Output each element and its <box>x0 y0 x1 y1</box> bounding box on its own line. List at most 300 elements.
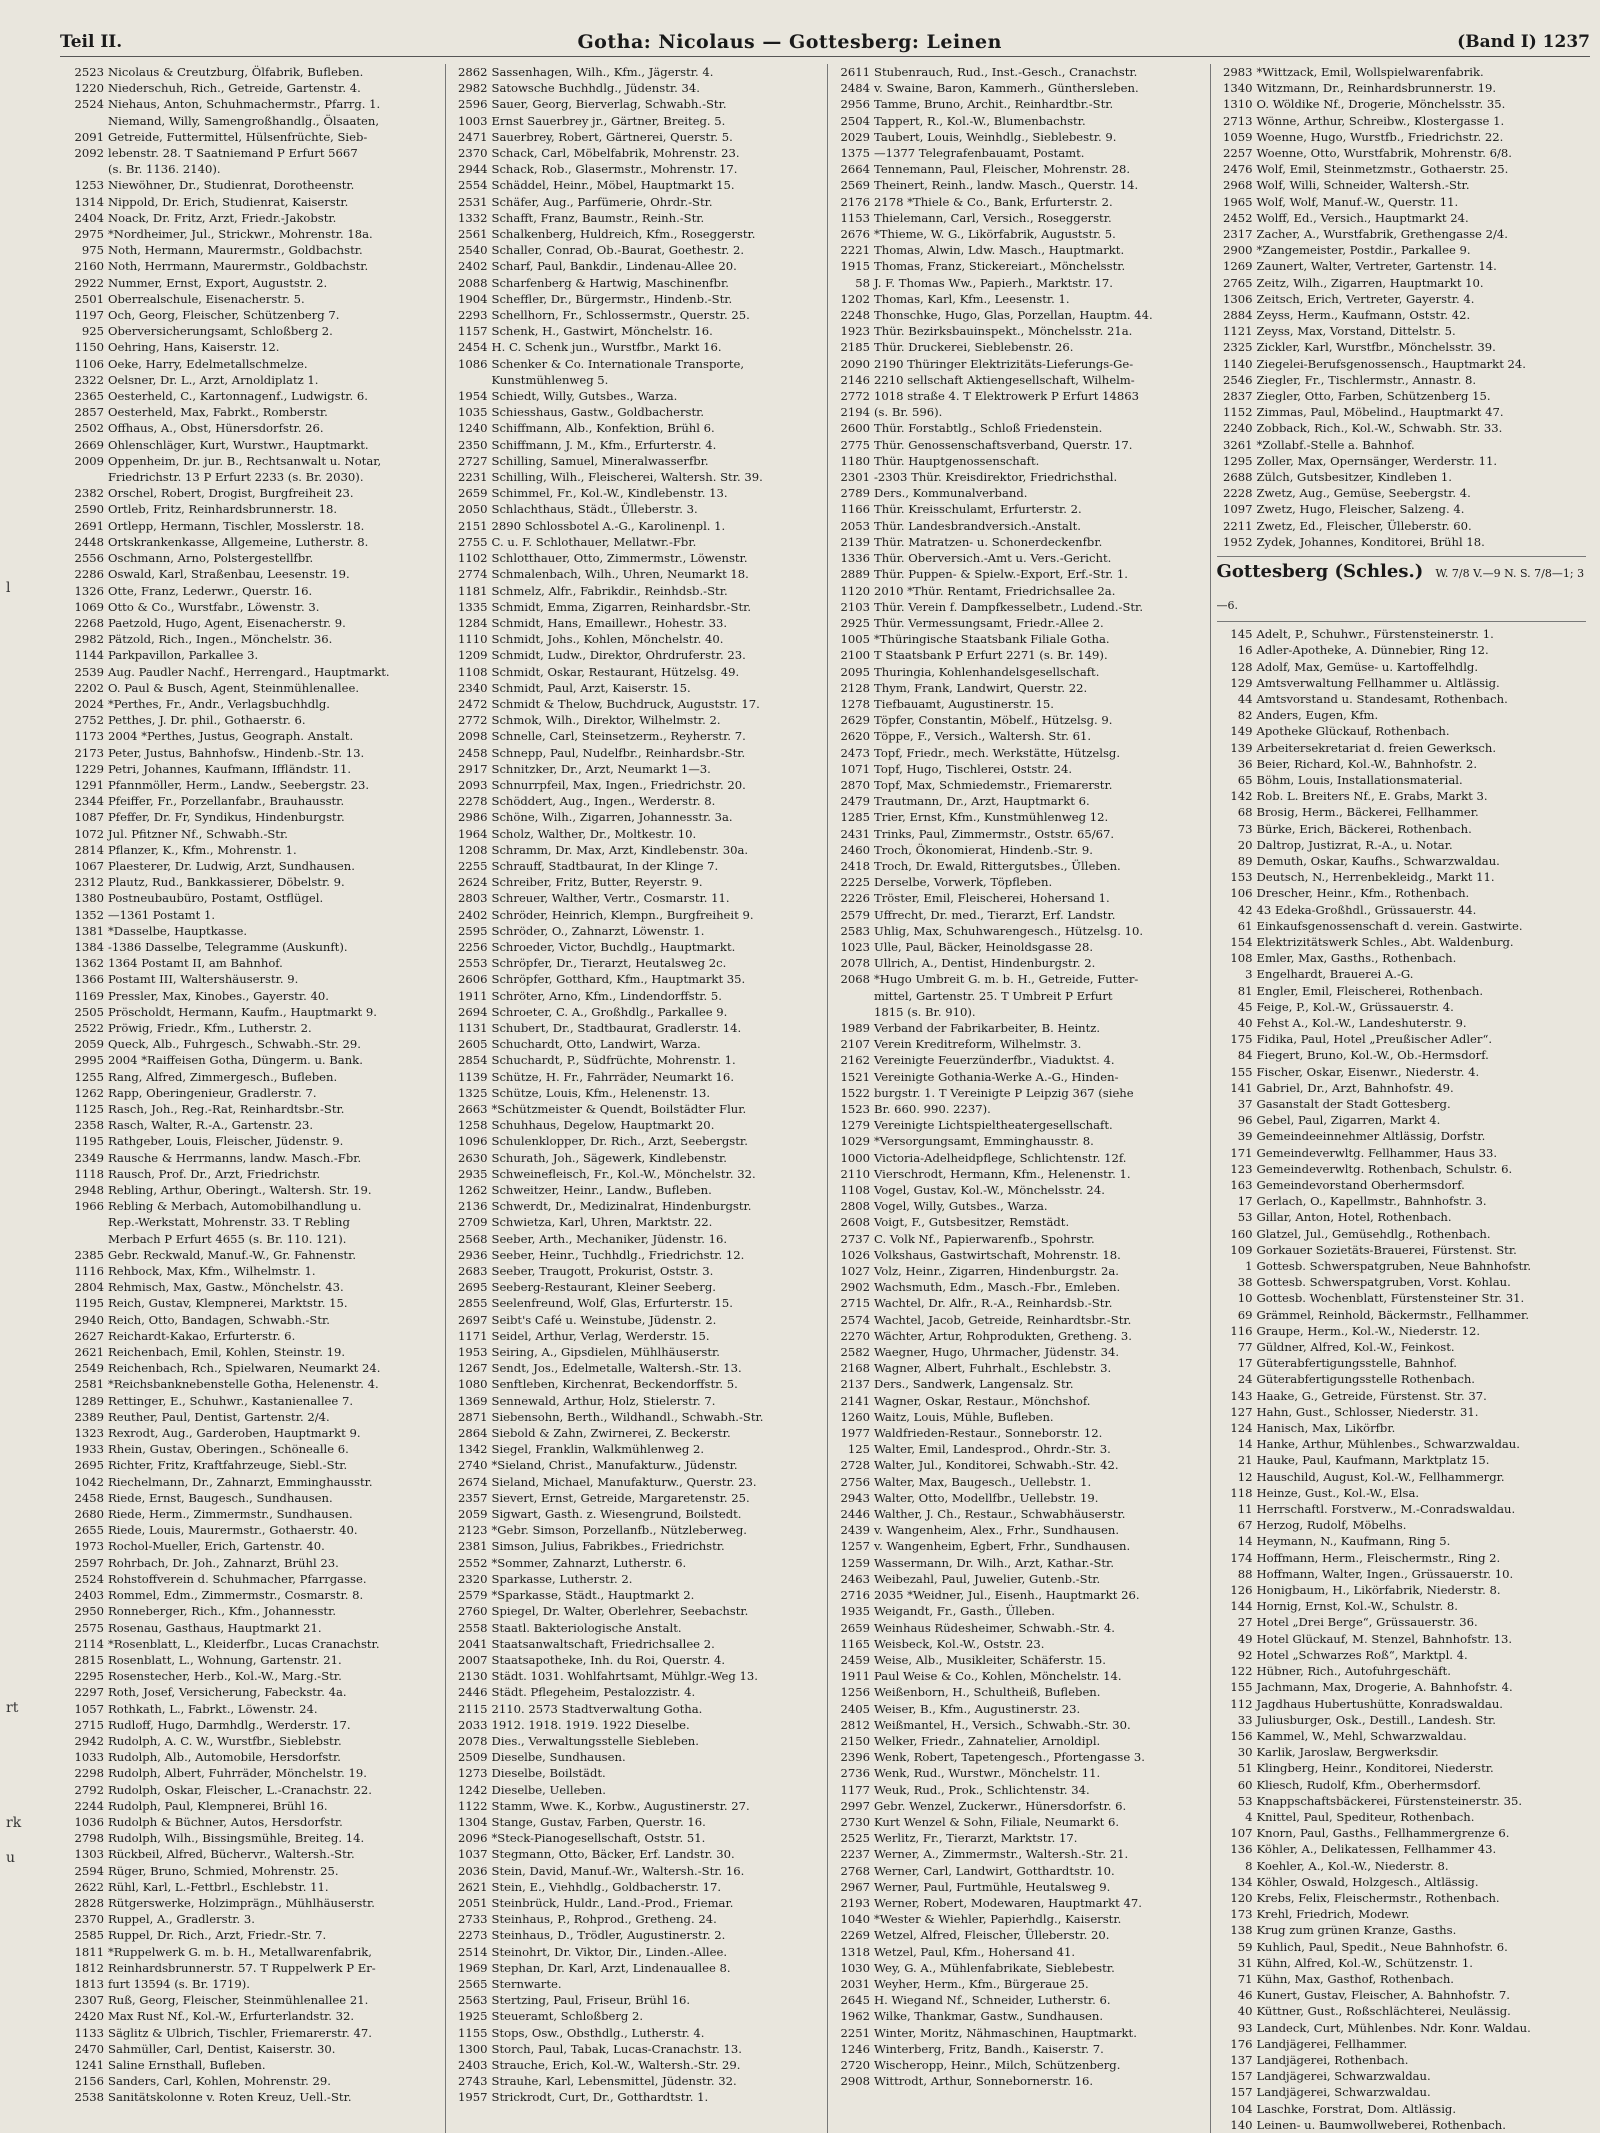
entry-text: Thür. Hauptgenossenschaft. <box>874 453 1040 468</box>
phone-number: 2789 <box>840 486 870 501</box>
directory-entry <box>834 1587 1204 1603</box>
directory-entry <box>452 64 822 80</box>
entry-text: Adelt, P., Schuhwr., Fürstensteinerstr. 1. <box>1256 627 1494 642</box>
directory-entry <box>1217 1290 1587 1306</box>
directory-entry <box>834 809 1204 825</box>
phone-number: 67 <box>1237 1518 1253 1533</box>
directory-entry <box>834 1846 1204 1862</box>
directory-entry <box>834 874 1204 890</box>
directory-entry <box>834 1312 1204 1328</box>
directory-entry <box>452 1263 822 1279</box>
entry-text: 1912. 1918. 1919. 1922 Dieselbe. <box>491 1717 690 1732</box>
phone-number: 129 <box>1230 675 1253 690</box>
entry-text: Thür. Druckerei, Sieblebenstr. 26. <box>874 340 1074 355</box>
phone-number: 1106 <box>74 356 104 371</box>
directory-entry <box>452 696 822 712</box>
office-hours: W. 7/8 V.—9 N. S. 7/8—1; 3—6. <box>1216 567 1585 613</box>
phone-number: 93 <box>1237 2020 1253 2035</box>
directory-entry <box>452 1814 822 1830</box>
entry-text: Rehbock, Max, Kfm., Wilhelmstr. 1. <box>108 1264 316 1279</box>
entry-text: Seelenfreund, Wolf, Glas, Erfurterstr. 15. <box>491 1296 733 1311</box>
directory-entry <box>452 1490 822 1506</box>
entry-text: Werner, Robert, Modewaren, Hauptmarkt 47. <box>874 1895 1142 1910</box>
entry-text: Nicolaus & Creutzburg, Ölfabrik, Bufleben. <box>108 65 364 79</box>
entry-text: Max Rust Nf., Kol.-W., Erfurterlandstr. 32. <box>108 2009 355 2024</box>
directory-entry <box>452 1620 822 1636</box>
entry-text: Schilling, Samuel, Mineralwasserfbr. <box>491 453 709 468</box>
entry-text: Ruß, Georg, Fleischer, Steinmühlenallee 21. <box>108 1993 369 2008</box>
directory-entry <box>452 1425 822 1441</box>
entry-text: Engelhardt, Brauerei A.-G. <box>1256 967 1414 982</box>
directory-entry <box>834 939 1204 955</box>
phone-number: 2539 <box>74 664 104 679</box>
entry-text: Weißmantel, H., Versich., Schwabh.-Str. 30. <box>874 1717 1131 1732</box>
entry-text: Weyher, Herm., Kfm., Bürgeraue 25. <box>874 1976 1089 1991</box>
directory-entry <box>68 1101 439 1117</box>
entry-text: Senftleben, Kirchenrat, Beckendorffstr. 5. <box>491 1377 738 1392</box>
directory-entry <box>1217 161 1587 177</box>
entry-text: Satowsche Buchhdlg., Jüdenstr. 34. <box>491 81 700 96</box>
phone-number: 2053 <box>840 518 870 533</box>
entry-text: Weise, Alb., Musikleiter, Schäferstr. 15. <box>874 1652 1106 1667</box>
entry-text: Honigbaum, H., Likörfabrik, Niederstr. 8. <box>1256 1583 1501 1598</box>
entry-text: Seeberg-Restaurant, Kleiner Seeberg. <box>491 1280 716 1295</box>
entry-text: Hornig, Ernst, Kol.-W., Schulstr. 8. <box>1256 1599 1458 1614</box>
directory-entry <box>1217 642 1587 658</box>
directory-entry <box>452 1069 822 1085</box>
entry-text: Reichenbach, Emil, Kohlen, Steinstr. 19. <box>108 1345 346 1360</box>
phone-number: 2902 <box>840 1280 870 1295</box>
entry-text: Schweitzer, Heinr., Landw., Bufleben. <box>491 1183 712 1198</box>
phone-number: 1180 <box>840 453 870 468</box>
phone-number: 2669 <box>74 437 104 452</box>
phone-number: 1023 <box>840 939 870 954</box>
entry-text: Witzmann, Dr., Reinhardsbrunnerstr. 19. <box>1256 81 1497 96</box>
phone-number: 2448 <box>74 534 104 549</box>
phone-number: 1375 <box>840 146 870 161</box>
phone-number: 2808 <box>840 1199 870 1214</box>
directory-entry <box>834 291 1204 307</box>
phone-number: 11 <box>1237 1502 1253 1517</box>
directory-entry <box>834 1279 1204 1295</box>
phone-number: 1125 <box>74 1102 104 1116</box>
entry-text: Rommel, Edm., Zimmermstr., Cosmarstr. 8. <box>108 1588 364 1603</box>
phone-number: 2956 <box>840 97 870 112</box>
directory-entry <box>834 1020 1204 1036</box>
directory-entry <box>834 1085 1204 1101</box>
directory-entry <box>1217 1047 1587 1063</box>
directory-entry <box>834 372 1204 388</box>
phone-number: 2884 <box>1222 308 1253 323</box>
entry-text: Reichardt-Kakao, Erfurterstr. 6. <box>108 1328 296 1343</box>
phone-number: 2713 <box>1222 113 1253 128</box>
phone-number: 44 <box>1237 691 1253 706</box>
phone-number: 2476 <box>1222 162 1253 177</box>
entry-text: *Zollabf.-Stelle a. Bahnhof. <box>1256 437 1415 452</box>
entry-text: Rudolph, Albert, Fuhrräder, Mönchelstr. 19. <box>108 1766 367 1781</box>
directory-entry <box>68 907 439 923</box>
phone-number: 2460 <box>840 842 870 857</box>
entry-text: Rathgeber, Louis, Fleischer, Jüdenstr. 9. <box>108 1134 344 1149</box>
entry-text: Engler, Emil, Fleischerei, Rothenbach. <box>1256 983 1484 998</box>
directory-entry <box>834 437 1204 453</box>
entry-text: Apotheke Glückauf, Rothenbach. <box>1256 724 1450 739</box>
directory-entry <box>452 129 822 145</box>
directory-entry <box>1217 2036 1587 2052</box>
directory-entry <box>1217 1906 1587 1922</box>
entry-text: Trier, Ernst, Kfm., Kunstmühlenweg 12. <box>874 810 1109 825</box>
phone-number: 1059 <box>1222 129 1253 144</box>
entry-text: Thonschke, Hugo, Glas, Porzellan, Hauptm. 44. <box>874 308 1153 323</box>
directory-entry <box>1217 258 1587 274</box>
phone-number: 2554 <box>457 178 488 193</box>
phone-number: 2168 <box>840 1361 870 1376</box>
phone-number: 2558 <box>457 1620 488 1635</box>
phone-number: 2561 <box>457 227 488 242</box>
directory-entry <box>1217 96 1587 112</box>
directory-entry <box>834 793 1204 809</box>
directory-entry <box>1217 772 1587 788</box>
directory-entry <box>452 1636 822 1652</box>
directory-entry <box>1217 1015 1587 1031</box>
entry-text: Schroeder, Victor, Buchdlg., Hauptmarkt. <box>491 939 736 954</box>
directory-entry <box>834 210 1204 226</box>
phone-number: 2403 <box>74 1588 104 1603</box>
entry-text: Amtsverwaltung Fellhammer u. Altlässig. <box>1256 675 1500 690</box>
entry-text: Schimmel, Fr., Kol.-W., Kindlebenstr. 13. <box>491 486 728 501</box>
phone-number: 2088 <box>457 275 488 290</box>
entry-text: Nippold, Dr. Erich, Studienrat, Kaiserstr. <box>108 194 349 209</box>
entry-text: Friedrichstr. 13 P Erfurt 2233 (s. Br. 2030). <box>108 470 364 485</box>
directory-entry <box>452 1992 822 2008</box>
directory-entry <box>68 1376 439 1392</box>
phone-number: 2269 <box>840 1928 870 1943</box>
entry-text: Weiser, B., Kfm., Augustinerstr. 23. <box>874 1701 1081 1716</box>
phone-number: 1332 <box>457 210 488 225</box>
phone-number: 2727 <box>457 453 488 468</box>
directory-entry <box>834 583 1204 599</box>
entry-text: Wagner, Oskar, Restaur., Mönchshof. <box>874 1393 1091 1408</box>
entry-text: Seeber, Traugott, Prokurist, Oststr. 3. <box>491 1264 714 1279</box>
phone-number: 1813 <box>74 1976 104 1991</box>
directory-entry <box>834 842 1204 858</box>
directory-entry <box>68 1555 439 1571</box>
directory-entry <box>1217 177 1587 193</box>
entry-text: Glatzel, Jul., Gemüsehdlg., Rothenbach. <box>1256 1226 1491 1241</box>
phone-number: 1258 <box>457 1118 488 1133</box>
phone-number: 1340 <box>1222 81 1253 96</box>
phone-number: 2597 <box>74 1555 104 1570</box>
entry-text: Gottesb. Wochenblatt, Fürstensteiner Str. 31. <box>1256 1291 1525 1306</box>
entry-text: *Sieland, Christ., Manufakturw., Jüdenstr. <box>491 1458 738 1473</box>
phone-number: 1033 <box>74 1750 104 1765</box>
entry-text: Rebling, Arthur, Oberingt., Waltersh. Str. 19. <box>108 1183 372 1198</box>
page-header <box>60 28 1590 57</box>
entry-text: Volkshaus, Gastwirtschaft, Mohrenstr. 18. <box>874 1247 1121 1262</box>
entry-text: Dieselbe, Uelleben. <box>491 1782 606 1797</box>
directory-entry <box>1217 194 1587 210</box>
entry-text: Schuchardt, P., Südfrüchte, Mohrenstr. 1. <box>491 1053 736 1068</box>
directory-entry <box>834 1263 1204 1279</box>
directory-entry <box>452 1749 822 1765</box>
phone-number: 2162 <box>840 1053 870 1068</box>
phone-number: 1269 <box>1222 259 1253 274</box>
phone-number: 2606 <box>457 972 488 987</box>
directory-entry <box>68 1052 439 1068</box>
entry-text: Schäddel, Heinr., Möbel, Hauptmarkt 15. <box>491 178 735 193</box>
phone-number: 2804 <box>74 1280 104 1295</box>
phone-number: 53 <box>1237 1793 1253 1808</box>
directory-entry <box>1217 1371 1587 1387</box>
directory-entry <box>68 1069 439 1085</box>
entry-text: Kunstmühlenweg 5. <box>491 372 609 387</box>
directory-entry <box>452 161 822 177</box>
entry-text: Wittrodt, Arthur, Sonnebornerstr. 16. <box>874 2074 1094 2089</box>
directory-entry <box>68 988 439 1004</box>
entry-text: Stubenrauch, Rud., Inst.-Gesch., Cranachstr. <box>874 65 1138 79</box>
phone-number: 2452 <box>1222 210 1253 225</box>
phone-number: 2772 <box>840 389 870 404</box>
phone-number: 2563 <box>457 1993 488 2008</box>
directory-entry <box>834 1960 1204 1976</box>
entry-text: Gottesb. Schwerspatgruben, Vorst. Kohlau. <box>1256 1275 1511 1290</box>
entry-text: Grämmel, Reinhold, Bäckermstr., Fellhammer. <box>1256 1307 1530 1322</box>
entry-text: Storch, Paul, Tabak, Lucas-Cranachstr. 13. <box>491 2041 742 2056</box>
directory-entry <box>834 1425 1204 1441</box>
entry-text: Schellhorn, Fr., Schlossermstr., Querstr. 25. <box>491 308 750 323</box>
phone-number: 1253 <box>74 178 104 193</box>
directory-entry <box>68 145 439 161</box>
directory-entry <box>68 939 439 955</box>
entry-text: Schröpfer, Dr., Tierarzt, Heutalsweg 2c. <box>491 956 727 971</box>
directory-entry <box>68 1733 439 1749</box>
entry-text: Stephan, Dr. Karl, Arzt, Lindenauallee 8. <box>491 1960 731 1975</box>
phone-number: 2798 <box>74 1831 104 1846</box>
entry-text: 2210 sellschaft Aktiengesellschaft, Wilhelm- <box>874 372 1135 387</box>
directory-entry <box>452 1393 822 1409</box>
entry-text: Koehler, A., Kol.-W., Niederstr. 8. <box>1256 1858 1449 1873</box>
phone-number: 2098 <box>457 729 488 744</box>
directory-entry <box>452 745 822 761</box>
directory-entry <box>1217 1420 1587 1436</box>
entry-text: Oehring, Hans, Kaiserstr. 12. <box>108 340 280 355</box>
phone-number: 2051 <box>457 1895 488 1910</box>
entry-text: Pfeffer, Dr. Fr, Syndikus, Hindenburgstr. <box>108 810 345 825</box>
directory-entry <box>834 1182 1204 1198</box>
directory-entry <box>68 874 439 890</box>
directory-entry <box>68 2041 439 2057</box>
entry-text: Werlitz, Fr., Tierarzt, Marktstr. 17. <box>874 1831 1078 1846</box>
entry-text: Schlachthaus, Städt., Ülleberstr. 3. <box>491 502 698 517</box>
phone-number: 1935 <box>840 1604 870 1619</box>
directory-entry <box>834 777 1204 793</box>
phone-number: 2664 <box>840 162 870 177</box>
entry-text: Hübner, Rich., Autofuhrgeschäft. <box>1256 1664 1451 1679</box>
entry-text: Schlotthauer, Otto, Zimmermstr., Löwenstr. <box>491 551 748 566</box>
entry-text: Gemeindeverwltg. Rothenbach, Schulstr. 6. <box>1256 1161 1513 1176</box>
entry-text: Wilke, Thankmar, Gastw., Sundhausen. <box>874 2009 1104 2024</box>
directory-entry <box>452 1004 822 1020</box>
phone-number: 2715 <box>74 1717 104 1732</box>
directory-entry <box>1217 1841 1587 1857</box>
phone-number: 2358 <box>74 1118 104 1133</box>
phone-number: 1140 <box>1222 356 1253 371</box>
directory-entry <box>452 226 822 242</box>
phone-number: 2814 <box>74 842 104 857</box>
entry-text: Thür. Bezirksbauinspekt., Mönchelsstr. 21a. <box>874 324 1133 339</box>
directory-entry <box>1217 1161 1587 1177</box>
header-volume-page: (Band I) 1237 <box>1457 32 1590 52</box>
entry-text: Uffrecht, Dr. med., Tierarzt, Erf. Landstr. <box>874 907 1116 922</box>
directory-entry <box>1217 756 1587 772</box>
phone-number: 2967 <box>840 1879 870 1894</box>
entry-text: Schmidt, Paul, Arzt, Kaiserstr. 15. <box>491 680 691 695</box>
phone-number: 2472 <box>457 696 488 711</box>
directory-entry <box>68 1263 439 1279</box>
phone-number: 124 <box>1230 1421 1253 1436</box>
directory-entry <box>452 842 822 858</box>
phone-number: 116 <box>1230 1323 1253 1338</box>
phone-number: 2611 <box>840 65 870 79</box>
phone-number: 2922 <box>74 275 104 290</box>
entry-text: Zeitz, Wilh., Zigarren, Hauptmarkt 10. <box>1256 275 1484 290</box>
directory-entry <box>1217 1696 1587 1712</box>
entry-text: Schmok, Wilh., Direktor, Wilhelmstr. 2. <box>491 713 721 728</box>
entry-text: Stops, Osw., Obsthdlg., Lutherstr. 4. <box>491 2025 705 2040</box>
phone-number: 2270 <box>840 1328 870 1343</box>
phone-number: 127 <box>1230 1404 1253 1419</box>
entry-text: Rothkath, L., Fabrkt., Löwenstr. 24. <box>108 1701 318 1716</box>
phone-number: 107 <box>1230 1826 1253 1841</box>
entry-text: Landjägerei, Rothenbach. <box>1256 2052 1409 2067</box>
phone-number: 2248 <box>840 308 870 323</box>
phone-number: 2156 <box>74 2074 104 2089</box>
entry-text: Werner, Paul, Furtmühle, Heutalsweg 9. <box>874 1879 1111 1894</box>
phone-number: 1071 <box>840 761 870 776</box>
directory-entry <box>1217 950 1587 966</box>
entry-text: Zobback, Rich., Kol.-W., Schwabh. Str. 33. <box>1256 421 1503 436</box>
entry-text: Paul Weise & Co., Kohlen, Mönchelstr. 14. <box>874 1669 1122 1684</box>
entry-text: Landjägerei, Fellhammer. <box>1256 2036 1408 2051</box>
phone-number: 2484 <box>840 81 870 96</box>
entry-text: Landjägerei, Schwarzwaldau. <box>1256 2069 1431 2084</box>
directory-entry <box>452 1846 822 1862</box>
entry-text: Thomas, Karl, Kfm., Leesenstr. 1. <box>874 291 1070 306</box>
phone-number: 1352 <box>74 907 104 922</box>
entry-text: 2110. 2573 Stadtverwaltung Gotha. <box>491 1701 703 1716</box>
directory-entry <box>452 1214 822 1230</box>
entry-text: Hotel Glückauf, M. Stenzel, Bahnhofstr. 13. <box>1256 1631 1513 1646</box>
entry-text: Oswald, Karl, Straßenbau, Leesenstr. 19. <box>108 567 350 582</box>
phone-number: 96 <box>1237 1113 1253 1128</box>
entry-text: 2190 Thüringer Elektrizitäts-Lieferungs-Ge- <box>874 356 1134 371</box>
directory-entry <box>452 307 822 323</box>
entry-text: Knorn, Paul, Gasths., Fellhammergrenze 6. <box>1256 1826 1510 1841</box>
directory-entry <box>1217 837 1587 853</box>
phone-number: 2470 <box>74 2041 104 2056</box>
entry-text: Wachsmuth, Edm., Masch.-Fbr., Emleben. <box>874 1280 1121 1295</box>
phone-number: 2509 <box>457 1750 488 1765</box>
directory-entry <box>68 1166 439 1182</box>
phone-number: 88 <box>1237 1566 1253 1581</box>
entry-text: Stamm, Wwe. K., Korbw., Augustinerstr. 27. <box>491 1798 750 1813</box>
entry-text: Zydek, Johannes, Konditorei, Brühl 18. <box>1256 534 1485 549</box>
directory-entry <box>452 437 822 453</box>
entry-text: Siebensohn, Berth., Wildhandl., Schwabh.-Str. <box>491 1409 764 1424</box>
entry-text: Sahmüller, Carl, Dentist, Kaiserstr. 30. <box>108 2041 336 2056</box>
phone-number: 1314 <box>74 194 104 209</box>
directory-entry <box>1217 902 1587 918</box>
phone-number: 2569 <box>840 178 870 193</box>
entry-text: Winter, Moritz, Nähmaschinen, Hauptmarkt. <box>874 2025 1137 2040</box>
entry-text: Vierschrodt, Hermann, Kfm., Helenenstr. 1. <box>874 1166 1131 1181</box>
phone-number: 2225 <box>840 875 870 890</box>
phone-number: 2103 <box>840 599 870 614</box>
phone-number: 2137 <box>840 1377 870 1392</box>
directory-entry <box>1217 242 1587 258</box>
directory-entry <box>452 923 822 939</box>
phone-number: 2864 <box>457 1426 488 1441</box>
phone-number: 2854 <box>457 1053 488 1068</box>
directory-entry <box>452 404 822 420</box>
entry-text: Haake, G., Getreide, Fürstenst. Str. 37. <box>1256 1388 1487 1403</box>
directory-entry <box>1217 1760 1587 1776</box>
entry-text: Dies., Verwaltungsstelle Siebleben. <box>491 1733 699 1748</box>
directory-entry <box>834 1911 1204 1927</box>
entry-text: Töppe, F., Versich., Waltersh. Str. 61. <box>874 729 1092 744</box>
entry-text: Sassenhagen, Wilh., Kfm., Jägerstr. 4. <box>491 65 714 79</box>
entry-text: Zülch, Gutsbesitzer, Kindleben 1. <box>1256 470 1452 485</box>
directory-entry <box>68 1133 439 1149</box>
phone-number: 2908 <box>840 2074 870 2089</box>
phone-number: 2760 <box>457 1604 488 1619</box>
directory-entry <box>452 1182 822 1198</box>
phone-number: 2565 <box>457 1976 488 1991</box>
directory-entry <box>1217 2101 1587 2117</box>
entry-text: Sauer, Georg, Bierverlag, Schwabh.-Str. <box>491 97 727 112</box>
directory-entry <box>68 161 439 177</box>
directory-entry <box>452 680 822 696</box>
entry-text: Kunert, Gustav, Fleischer, A. Bahnhofstr. 7. <box>1256 1988 1510 2003</box>
directory-entry <box>68 1328 439 1344</box>
phone-number: 160 <box>1230 1226 1253 1241</box>
entry-text: Bürke, Erich, Bäckerei, Rothenbach. <box>1256 821 1472 836</box>
directory-entry <box>68 291 439 307</box>
phone-number: 61 <box>1237 918 1253 933</box>
directory-entry <box>1217 404 1587 420</box>
directory-entry <box>452 1603 822 1619</box>
phone-number: 2676 <box>840 227 870 242</box>
phone-number: 1384 <box>74 939 104 954</box>
entry-text: Oesterheld, Max, Fabrkt., Romberstr. <box>108 405 328 420</box>
phone-number: 1273 <box>457 1766 488 1781</box>
phone-number: 2803 <box>457 891 488 906</box>
directory-entry <box>68 420 439 436</box>
entry-text: Rütgerswerke, Holzimprägn., Mühlhäuserstr. <box>108 1895 375 1910</box>
entry-text: Siebold & Zahn, Zwirnerei, Z. Beckerstr. <box>491 1426 731 1441</box>
entry-text: Leinen- u. Baumwollweberei, Rothenbach. <box>1256 2117 1506 2132</box>
phone-number: 1110 <box>457 632 488 647</box>
column-2 <box>445 64 828 2133</box>
entry-text: Reich, Otto, Bandagen, Schwabh.-Str. <box>108 1312 330 1327</box>
phone-number: 2107 <box>840 1037 870 1052</box>
entry-text: Jul. Pfitzner Nf., Schwabh.-Str. <box>108 826 288 841</box>
entry-text: Zaunert, Walter, Vertreter, Gartenstr. 14. <box>1256 259 1497 274</box>
entry-text: Schack, Carl, Möbelfabrik, Mohrenstr. 23. <box>491 146 740 161</box>
directory-entry <box>834 307 1204 323</box>
entry-text: Wolf, Wolf, Manuf.-W., Querstr. 11. <box>1256 194 1459 209</box>
directory-entry <box>68 307 439 323</box>
